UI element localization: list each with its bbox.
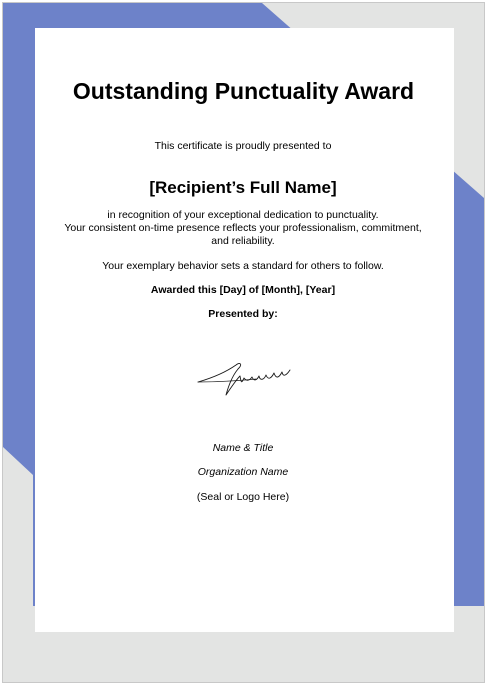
recognition-line-2: Your consistent on-time presence reflects your professionalism, commitment, [64,222,422,234]
certificate-title: Outstanding Punctuality Award [72,78,415,104]
seal-placeholder: (Seal or Logo Here) [196,491,290,503]
presented-to-text: This certificate is proudly presented to [154,140,332,152]
organization-name: Organization Name [197,466,289,478]
recognition-line-3: and reliability. [211,235,275,247]
recipient-name: [Recipient’s Full Name] [149,178,337,197]
signer-name-title: Name & Title [212,442,274,454]
recognition-line-1: in recognition of your exceptional dedication to punctuality. [107,209,379,221]
certificate-paper [35,28,454,632]
awarded-date-line: Awarded this [Day] of [Month], [Year] [150,284,336,296]
behavior-text: Your exemplary behavior sets a standard for others to follow. [102,260,384,272]
handwritten-signature [196,360,294,398]
presented-by-label: Presented by: [208,308,278,320]
